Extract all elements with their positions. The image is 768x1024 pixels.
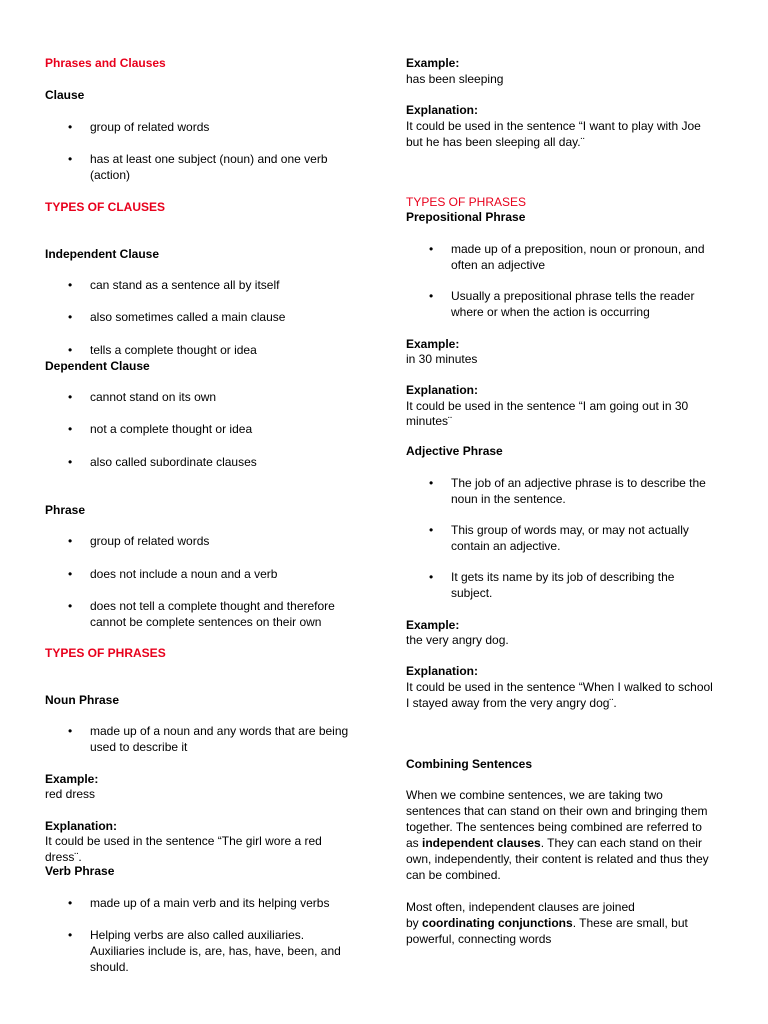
- paragraph-line: can be combined.: [406, 868, 501, 882]
- explanation-label: Explanation:: [406, 664, 479, 678]
- paragraph-line: as independent clauses. They can each stand on their: [406, 836, 702, 850]
- paragraph-line: together. The sentences being combined are referred to: [406, 820, 702, 834]
- explanation-text: It could be used in the sentence “The girl wore a red: [45, 834, 322, 848]
- explanation-label: Explanation:: [45, 819, 118, 833]
- bullet-icon: •: [429, 476, 434, 490]
- verb-phrase-heading: Verb Phrase: [45, 864, 115, 878]
- paragraph-line: When we combine sentences, we are taking two: [406, 788, 663, 802]
- noun-phrase-heading: Noun Phrase: [45, 693, 120, 707]
- explanation-text: It could be used in the sentence “When I walked to school: [406, 680, 713, 694]
- section-heading-types-of-phrases: TYPES OF PHRASES: [406, 195, 527, 209]
- paragraph-line: by coordinating conjunctions. These are small, but: [406, 916, 688, 930]
- bullet-icon: •: [429, 570, 434, 584]
- bullet-icon: •: [68, 599, 73, 613]
- prepositional-phrase-heading: Prepositional Phrase: [406, 210, 526, 224]
- bullet-icon: •: [68, 152, 73, 166]
- explanation-text: minutes¨: [406, 414, 453, 428]
- dependent-clause-heading: Dependent Clause: [45, 359, 150, 373]
- explanation-text: dress¨.: [45, 850, 82, 864]
- paragraph-line: Most often, independent clauses are joined: [406, 900, 635, 914]
- bullet-icon: •: [68, 928, 73, 942]
- paragraph-line: own, independently, their content is related and thus they: [406, 852, 709, 866]
- bullet-icon: •: [68, 534, 73, 548]
- page-title: Phrases and Clauses: [45, 56, 166, 70]
- explanation-text: It could be used in the sentence “I want to play with Joe: [406, 119, 701, 133]
- bullet-icon: •: [68, 310, 73, 324]
- bullet-icon: •: [68, 120, 73, 134]
- example-text: in 30 minutes: [406, 352, 478, 366]
- bullet-icon: •: [68, 896, 73, 910]
- example-text: has been sleeping: [406, 72, 504, 86]
- term-coordinating-conjunctions: coordinating conjunctions: [422, 916, 573, 930]
- example-text: the very angry dog.: [406, 633, 509, 647]
- bullet-icon: •: [68, 455, 73, 469]
- bullet-icon: •: [68, 390, 73, 404]
- term-independent-clauses: independent clauses: [422, 836, 541, 850]
- explanation-label: Explanation:: [406, 103, 479, 117]
- independent-clause-heading: Independent Clause: [45, 247, 160, 261]
- bullet-icon: •: [68, 724, 73, 738]
- bullet-icon: •: [68, 343, 73, 357]
- example-label: Example:: [406, 56, 460, 70]
- combining-sentences-heading: Combining Sentences: [406, 757, 533, 771]
- example-text: red dress: [45, 787, 96, 801]
- explanation-text: but he has been sleeping all day.¨: [406, 135, 585, 149]
- bullet-icon: •: [68, 278, 73, 292]
- example-label: Example:: [406, 618, 460, 632]
- example-label: Example:: [406, 337, 460, 351]
- adjective-phrase-heading: Adjective Phrase: [406, 444, 503, 458]
- bullet-icon: •: [68, 422, 73, 436]
- bullet-icon: •: [429, 289, 434, 303]
- bullet-icon: •: [429, 242, 434, 256]
- section-heading-types-of-clauses: TYPES OF CLAUSES: [45, 200, 166, 214]
- explanation-text: It could be used in the sentence “I am going out in 30: [406, 399, 689, 413]
- explanation-text: I stayed away from the very angry dog¨.: [406, 696, 617, 710]
- paragraph-line: powerful, connecting words: [406, 932, 552, 946]
- explanation-label: Explanation:: [406, 383, 479, 397]
- bullet-icon: •: [68, 567, 73, 581]
- bullet-icon: •: [429, 523, 434, 537]
- section-heading-types-of-phrases: TYPES OF PHRASES: [45, 646, 166, 660]
- paragraph-line: sentences that can stand on their own and bringing them: [406, 804, 708, 818]
- clause-heading: Clause: [45, 88, 85, 102]
- example-label: Example:: [45, 772, 99, 786]
- phrase-heading: Phrase: [45, 503, 86, 517]
